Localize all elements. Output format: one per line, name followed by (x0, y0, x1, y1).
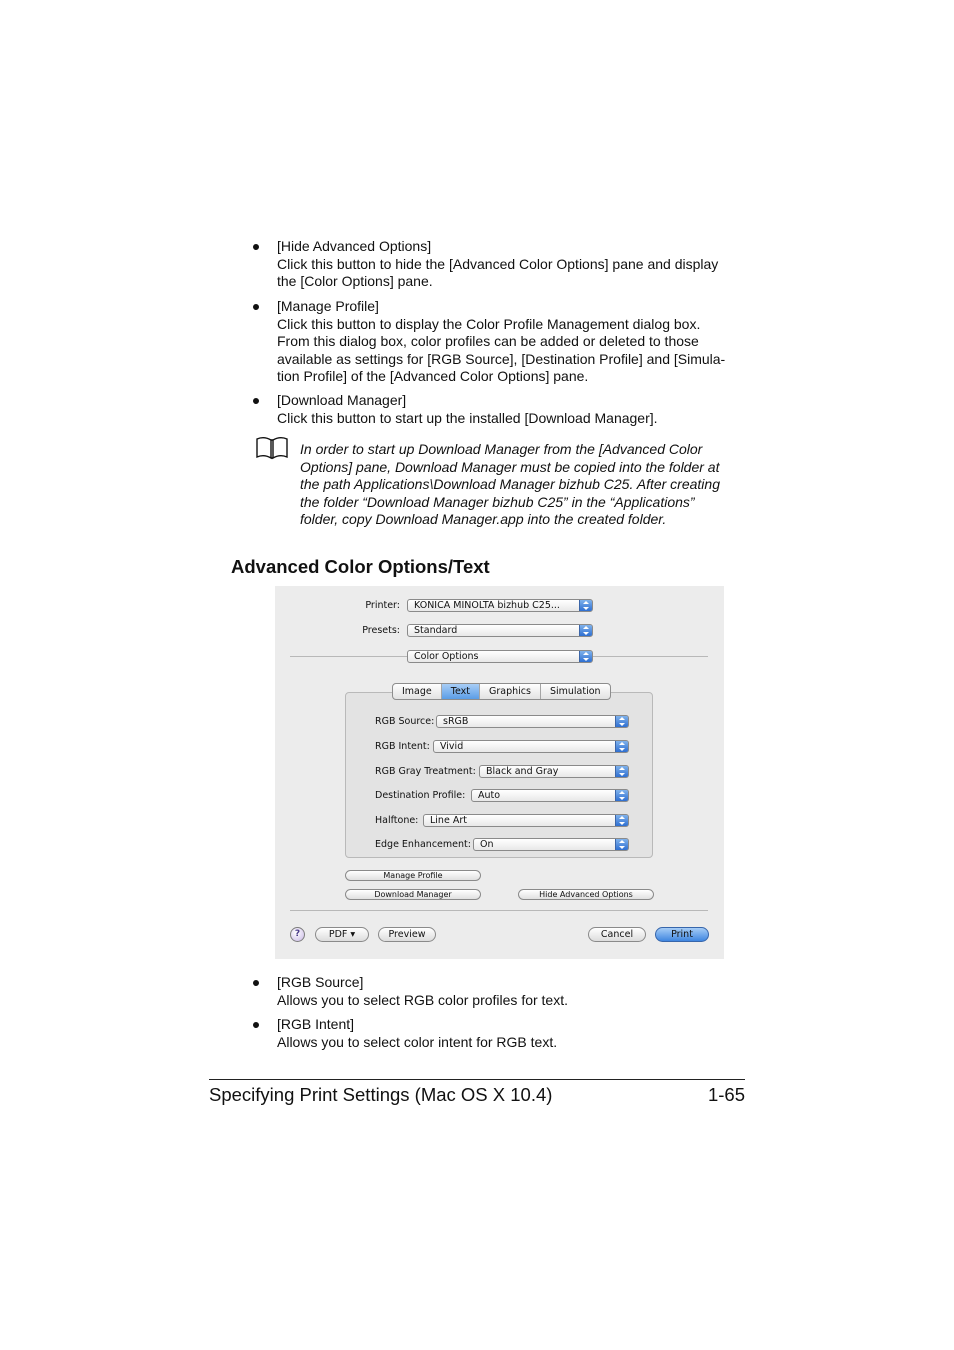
cancel-button[interactable]: Cancel (588, 927, 646, 942)
tab-simulation[interactable]: Simulation (549, 686, 601, 697)
rgb-source-popup[interactable] (436, 715, 629, 728)
bullet-title: [Download Manager] (277, 392, 407, 408)
popup-arrows-icon (579, 599, 593, 612)
section-heading: Advanced Color Options/Text (231, 556, 490, 577)
popup-arrows-icon (615, 838, 629, 851)
bullet-icon (253, 975, 261, 983)
popup-arrows-icon (579, 650, 593, 663)
edge-enhancement-label: Edge Enhancement: (375, 839, 471, 850)
bullet-text (277, 974, 747, 1009)
edge-enhancement-popup[interactable] (473, 838, 629, 851)
rgb-intent-popup[interactable] (433, 740, 629, 753)
bullet-icon (253, 1017, 261, 1025)
bullet-icon (253, 393, 261, 401)
bullet-line: the [Color Options] pane. (277, 273, 433, 289)
tab-text[interactable]: Text (442, 684, 480, 699)
presets-value: Standard (414, 625, 458, 636)
note-line: folder, copy Download Manager.app into the created folder. (300, 511, 667, 527)
bullet-text (277, 238, 747, 291)
tab-image[interactable]: Image (393, 684, 442, 699)
popup-arrows-icon (615, 814, 629, 827)
rgb-intent-value: Vivid (440, 741, 464, 752)
bullet-line: Click this button to start up the installed [Download Manager]. (277, 409, 658, 426)
hide-advanced-options-button[interactable]: Hide Advanced Options (518, 889, 654, 900)
bullet-line: tion Profile] of the [Advanced Color Options] pane. (277, 368, 589, 384)
halftone-label: Halftone: (375, 815, 419, 826)
bullet-line: Click this button to hide the [Advanced Color Options] pane and display (277, 255, 719, 272)
preview-button[interactable]: Preview (378, 927, 436, 942)
destination-profile-label: Destination Profile: (375, 790, 466, 801)
rgb-source-label: RGB Source: (375, 716, 435, 727)
printer-value: KONICA MINOLTA bizhub C25... (414, 600, 560, 611)
manage-profile-button[interactable]: Manage Profile (345, 870, 481, 881)
note-line: the folder “Download Manager bizhub C25” in the “Applications” (300, 493, 695, 510)
rgb-source-value: sRGB (443, 716, 469, 727)
popup-arrows-icon (615, 765, 629, 778)
bullet-text (277, 298, 747, 386)
printer-label: Printer: (365, 600, 400, 611)
popup-arrows-icon (615, 789, 629, 802)
bullet-title: [RGB Source] (277, 974, 364, 990)
bullet-line: Allows you to select RGB color profiles for text. (277, 991, 568, 1008)
tab-bar (392, 683, 611, 700)
bullet-line: Click this button to display the Color Profile Management dialog box. (277, 315, 701, 332)
print-button[interactable]: Print (655, 927, 709, 942)
rgb-gray-popup[interactable] (479, 765, 629, 778)
bullet-line: Allows you to select color intent for RGB text. (277, 1033, 558, 1050)
bullet-icon (253, 239, 261, 247)
footer-rule (209, 1079, 745, 1080)
note-line: the path Applications\Download Manager bizhub C25. After creating (300, 476, 720, 492)
pane-value: Color Options (414, 651, 479, 662)
printer-popup[interactable] (407, 599, 593, 612)
bullet-title: [RGB Intent] (277, 1016, 355, 1032)
rgb-intent-label: RGB Intent: (375, 741, 430, 752)
pdf-button[interactable]: PDF ▾ (315, 927, 369, 942)
destination-profile-value: Auto (478, 790, 501, 801)
bullet-text (277, 1016, 747, 1051)
book-icon (255, 436, 289, 460)
bullet-line: available as settings for [RGB Source], [Destination Profile] and [Simula- (277, 350, 726, 367)
footer-title: Specifying Print Settings (Mac OS X 10.4) (209, 1084, 553, 1105)
popup-arrows-icon (615, 715, 629, 728)
separator (290, 910, 708, 911)
popup-arrows-icon (615, 740, 629, 753)
note-text (300, 441, 745, 529)
destination-profile-popup[interactable] (471, 789, 629, 802)
tab-graphics[interactable]: Graphics (480, 684, 541, 699)
page-number: 1-65 (707, 1084, 745, 1105)
rgb-gray-value: Black and Gray (486, 766, 559, 777)
pane-popup[interactable] (407, 650, 593, 663)
bullet-text (277, 392, 747, 427)
halftone-popup[interactable] (423, 814, 629, 827)
popup-arrows-icon (579, 624, 593, 637)
rgb-gray-label: RGB Gray Treatment: (375, 766, 476, 777)
note-line: Options] pane, Download Manager must be copied into the folder at (300, 458, 720, 475)
bullet-title: [Hide Advanced Options] (277, 238, 432, 254)
note-line: In order to start up Download Manager from the [Advanced Color (300, 441, 703, 457)
bullet-title: [Manage Profile] (277, 298, 379, 314)
presets-label: Presets: (362, 625, 400, 636)
edge-enhancement-value: On (480, 839, 494, 850)
bullet-icon (253, 299, 261, 307)
bullet-line: From this dialog box, color profiles can be added or deleted to those (277, 333, 699, 349)
presets-popup[interactable] (407, 624, 593, 637)
help-button[interactable]: ? (290, 927, 305, 942)
print-dialog (275, 586, 724, 959)
download-manager-button[interactable]: Download Manager (345, 889, 481, 900)
halftone-value: Line Art (430, 815, 467, 826)
